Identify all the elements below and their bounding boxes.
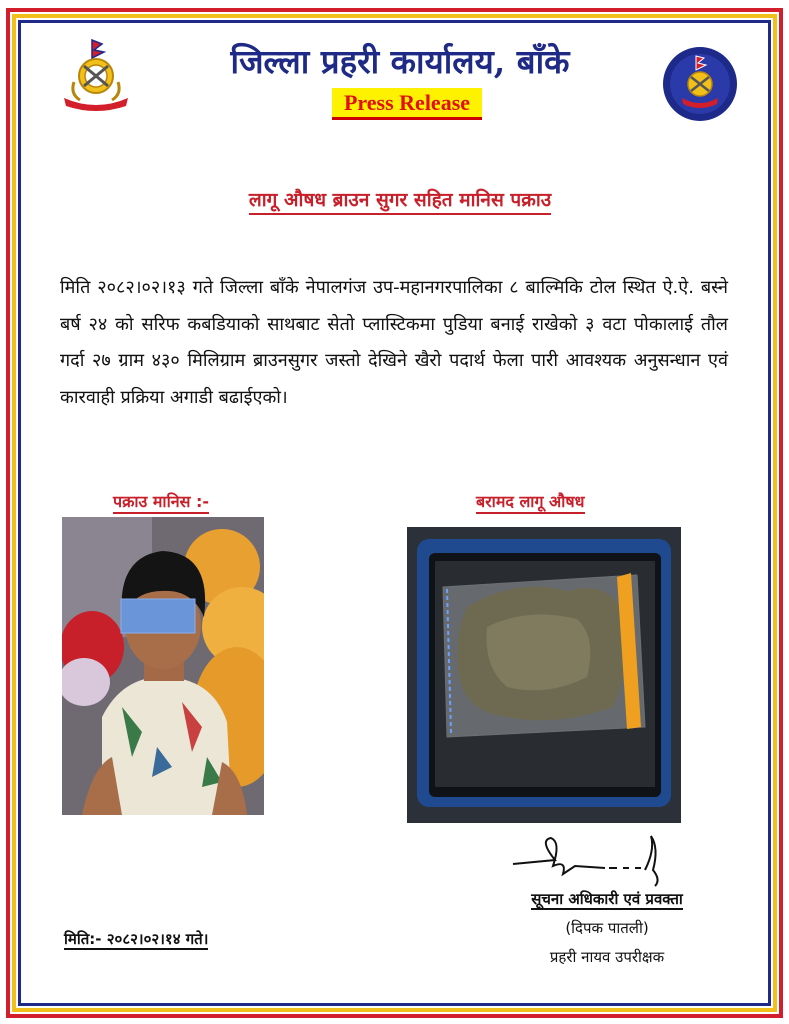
office-title: जिल्ला प्रहरी कार्यालय, बाँके (230, 42, 570, 81)
signatory-name: (दिपक पातली) (565, 919, 649, 937)
caption-seized (476, 490, 585, 512)
caption-arrested-text: पक्राउ मानिस :- (113, 492, 209, 514)
body-paragraph: मिति २०८२।०२।१३ गते जिल्ला बाँके नेपालगंज उप-महानगरपालिका ८ बाल्मिकि टोल स्थित ऐ.ऐ. बस्ने बर्ष २४ को सरिफ कबडियाको साथबाट सेतो प्लास्टिकमा पुडिया बनाई राखेको ३ वटा पोकालाई तौल गर्दा २७ ग्राम ४३० मिलिग्राम ब्राउनसुगर जस्तो देखिने खैरो पदार्थ फेला पारी आवश्यक अनुसन्धान एवं कारवाही प्रक्रिया अगाडी बढाईएको। (60, 277, 728, 408)
caption-arrested (113, 490, 209, 512)
caption-seized-text: बरामद लागू औषध (476, 492, 585, 514)
release-date-text: मिति:- २०८२।०२।१४ गते। (64, 930, 209, 948)
headline (180, 186, 620, 212)
signature (505, 830, 685, 890)
signatory-rank: प्रहरी नायव उपरीक्षक (549, 948, 665, 966)
headline-text: लागू औषध ब्राउन सुगर सहित मानिस पक्राउ (249, 189, 551, 215)
press-release-badge: Press Release (332, 88, 482, 120)
nepal-police-emblem-icon (56, 36, 136, 116)
signatory-title-text: सूचना अधिकारी एवं प्रवक्ता (531, 890, 683, 908)
signatory-title (507, 889, 707, 909)
arrested-person-photo (62, 517, 264, 815)
release-date (64, 929, 208, 949)
seized-drug-photo (407, 527, 681, 823)
nepal-police-round-emblem-icon (662, 46, 738, 122)
